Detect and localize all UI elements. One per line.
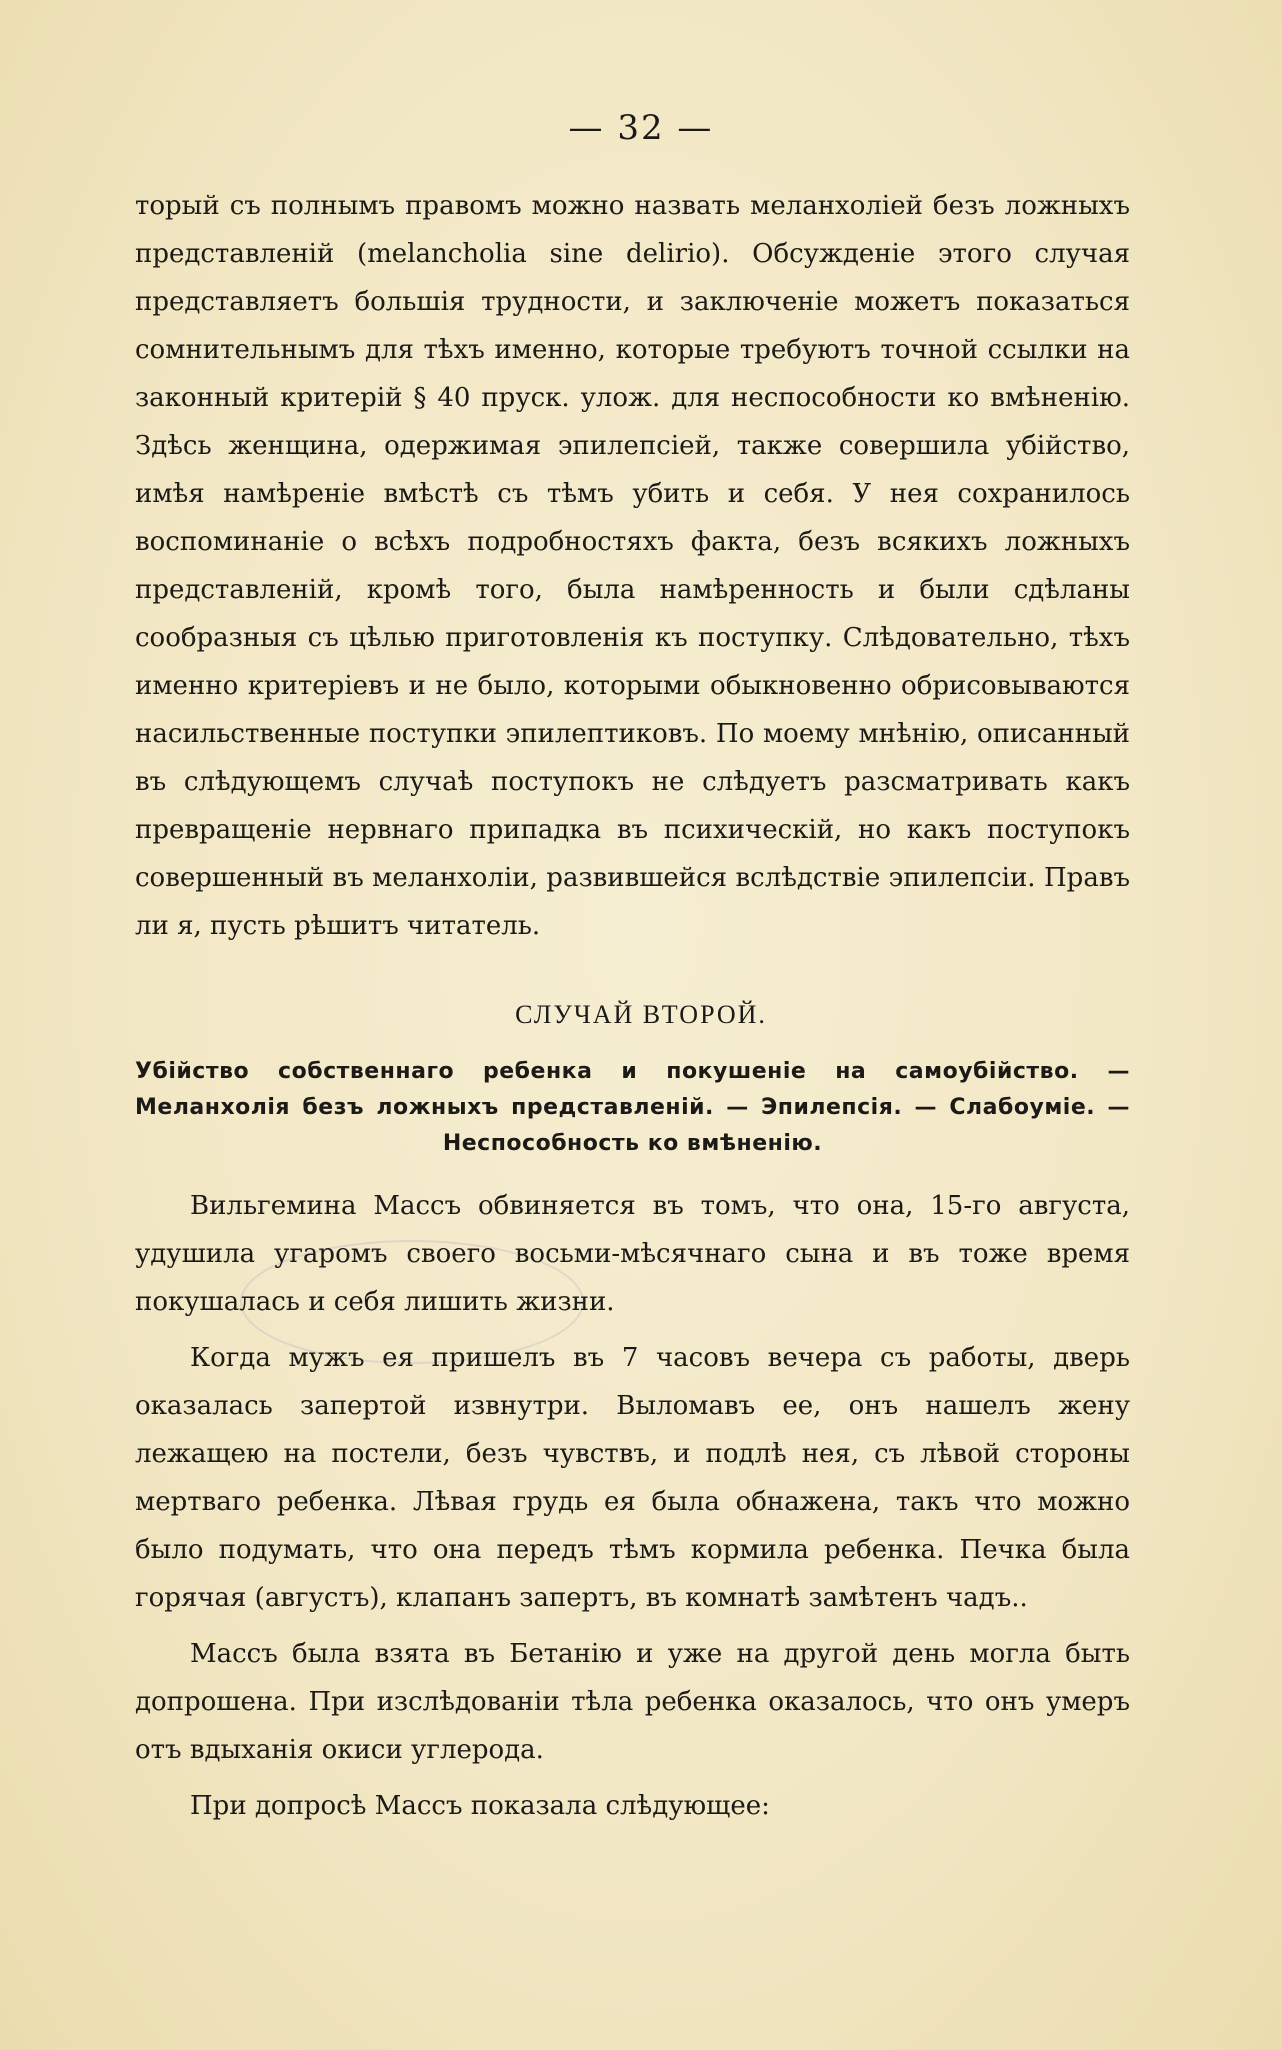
paragraph-discovery: Когда мужъ ея пришелъ въ 7 часовъ вечера съ работы, дверь оказалась запертой извнутри. Выломавъ ее, онъ нашелъ жену лежащею на постели, безъ чувствъ, и подлѣ нея, съ лѣвой стороны мертваго ребенка. Лѣвая грудь ея была обнажена, такъ что можно было подумать, что она передъ тѣмъ кормила ребенка. Печка была горячая (августъ), клапанъ запертъ, въ комнатѣ замѣтенъ чадъ.. xyxy=(135,1343,1130,1613)
case-text-block xyxy=(135,1182,1130,1838)
section-summary: Убійство собственнаго ребенка и покушеніе на самоубійство. — Меланхолія безъ ложныхъ представленій. — Эпилепсія. — Слабоуміе. — Неспособность ко вмѣненію. xyxy=(135,1059,1130,1156)
paragraph-continuation: торый съ полнымъ правомъ можно назвать меланхоліей безъ ложныхъ представленій (melancholia sine delirio). Обсужденіе этого случая представляетъ большія трудности, и заключеніе можетъ показаться сомнительнымъ для тѣхъ именно, которые требуютъ точной ссылки на законный критерій § 40 пруск. улож. для неспособности ко вмѣненію. Здѣсь женщина, одержимая эпилепсіей, также совершила убійство, имѣя намѣреніе вмѣстѣ съ тѣмъ убить и себя. У нея сохранилось воспоминаніе о всѣхъ подробностяхъ факта, безъ всякихъ ложныхъ представленій, кромѣ того, была намѣренность и были сдѣланы сообразныя съ цѣлью приготовленія къ поступку. Слѣдовательно, тѣхъ именно критеріевъ и не было, которыми обыкновенно обрисовываются насильственные поступки эпилептиковъ. По моему мнѣнію, описанный въ слѣдующемъ случаѣ поступокъ не слѣдуетъ разсматривать какъ превращеніе нервнаго припадка въ психическій, но какъ поступокъ совершенный въ меланхоліи, развившейся вслѣдствіе эпилепсіи. Правъ ли я, пусть рѣшитъ читатель. xyxy=(135,191,1130,941)
opening-text-block xyxy=(135,182,1130,950)
page-number: — 32 — xyxy=(568,108,714,148)
section-title: СЛУЧАЙ ВТОРОЙ. xyxy=(515,1000,767,1029)
paragraph-examination: Массъ была взята въ Бетанію и уже на другой день могла быть допрошена. При изслѣдованіи тѣла ребенка оказалось, что онъ умеръ отъ вдыханія окиси углерода. xyxy=(135,1639,1130,1765)
paragraph-interrogation: При допросѣ Массъ показала слѣдующее: xyxy=(190,1791,770,1821)
paragraph-accusation: Вильгемина Массъ обвиняется въ томъ, что она, 15-го августа, удушила угаромъ своего восьми-мѣсячнаго сына и въ тоже время покушалась и себя лишить жизни. xyxy=(135,1191,1130,1317)
